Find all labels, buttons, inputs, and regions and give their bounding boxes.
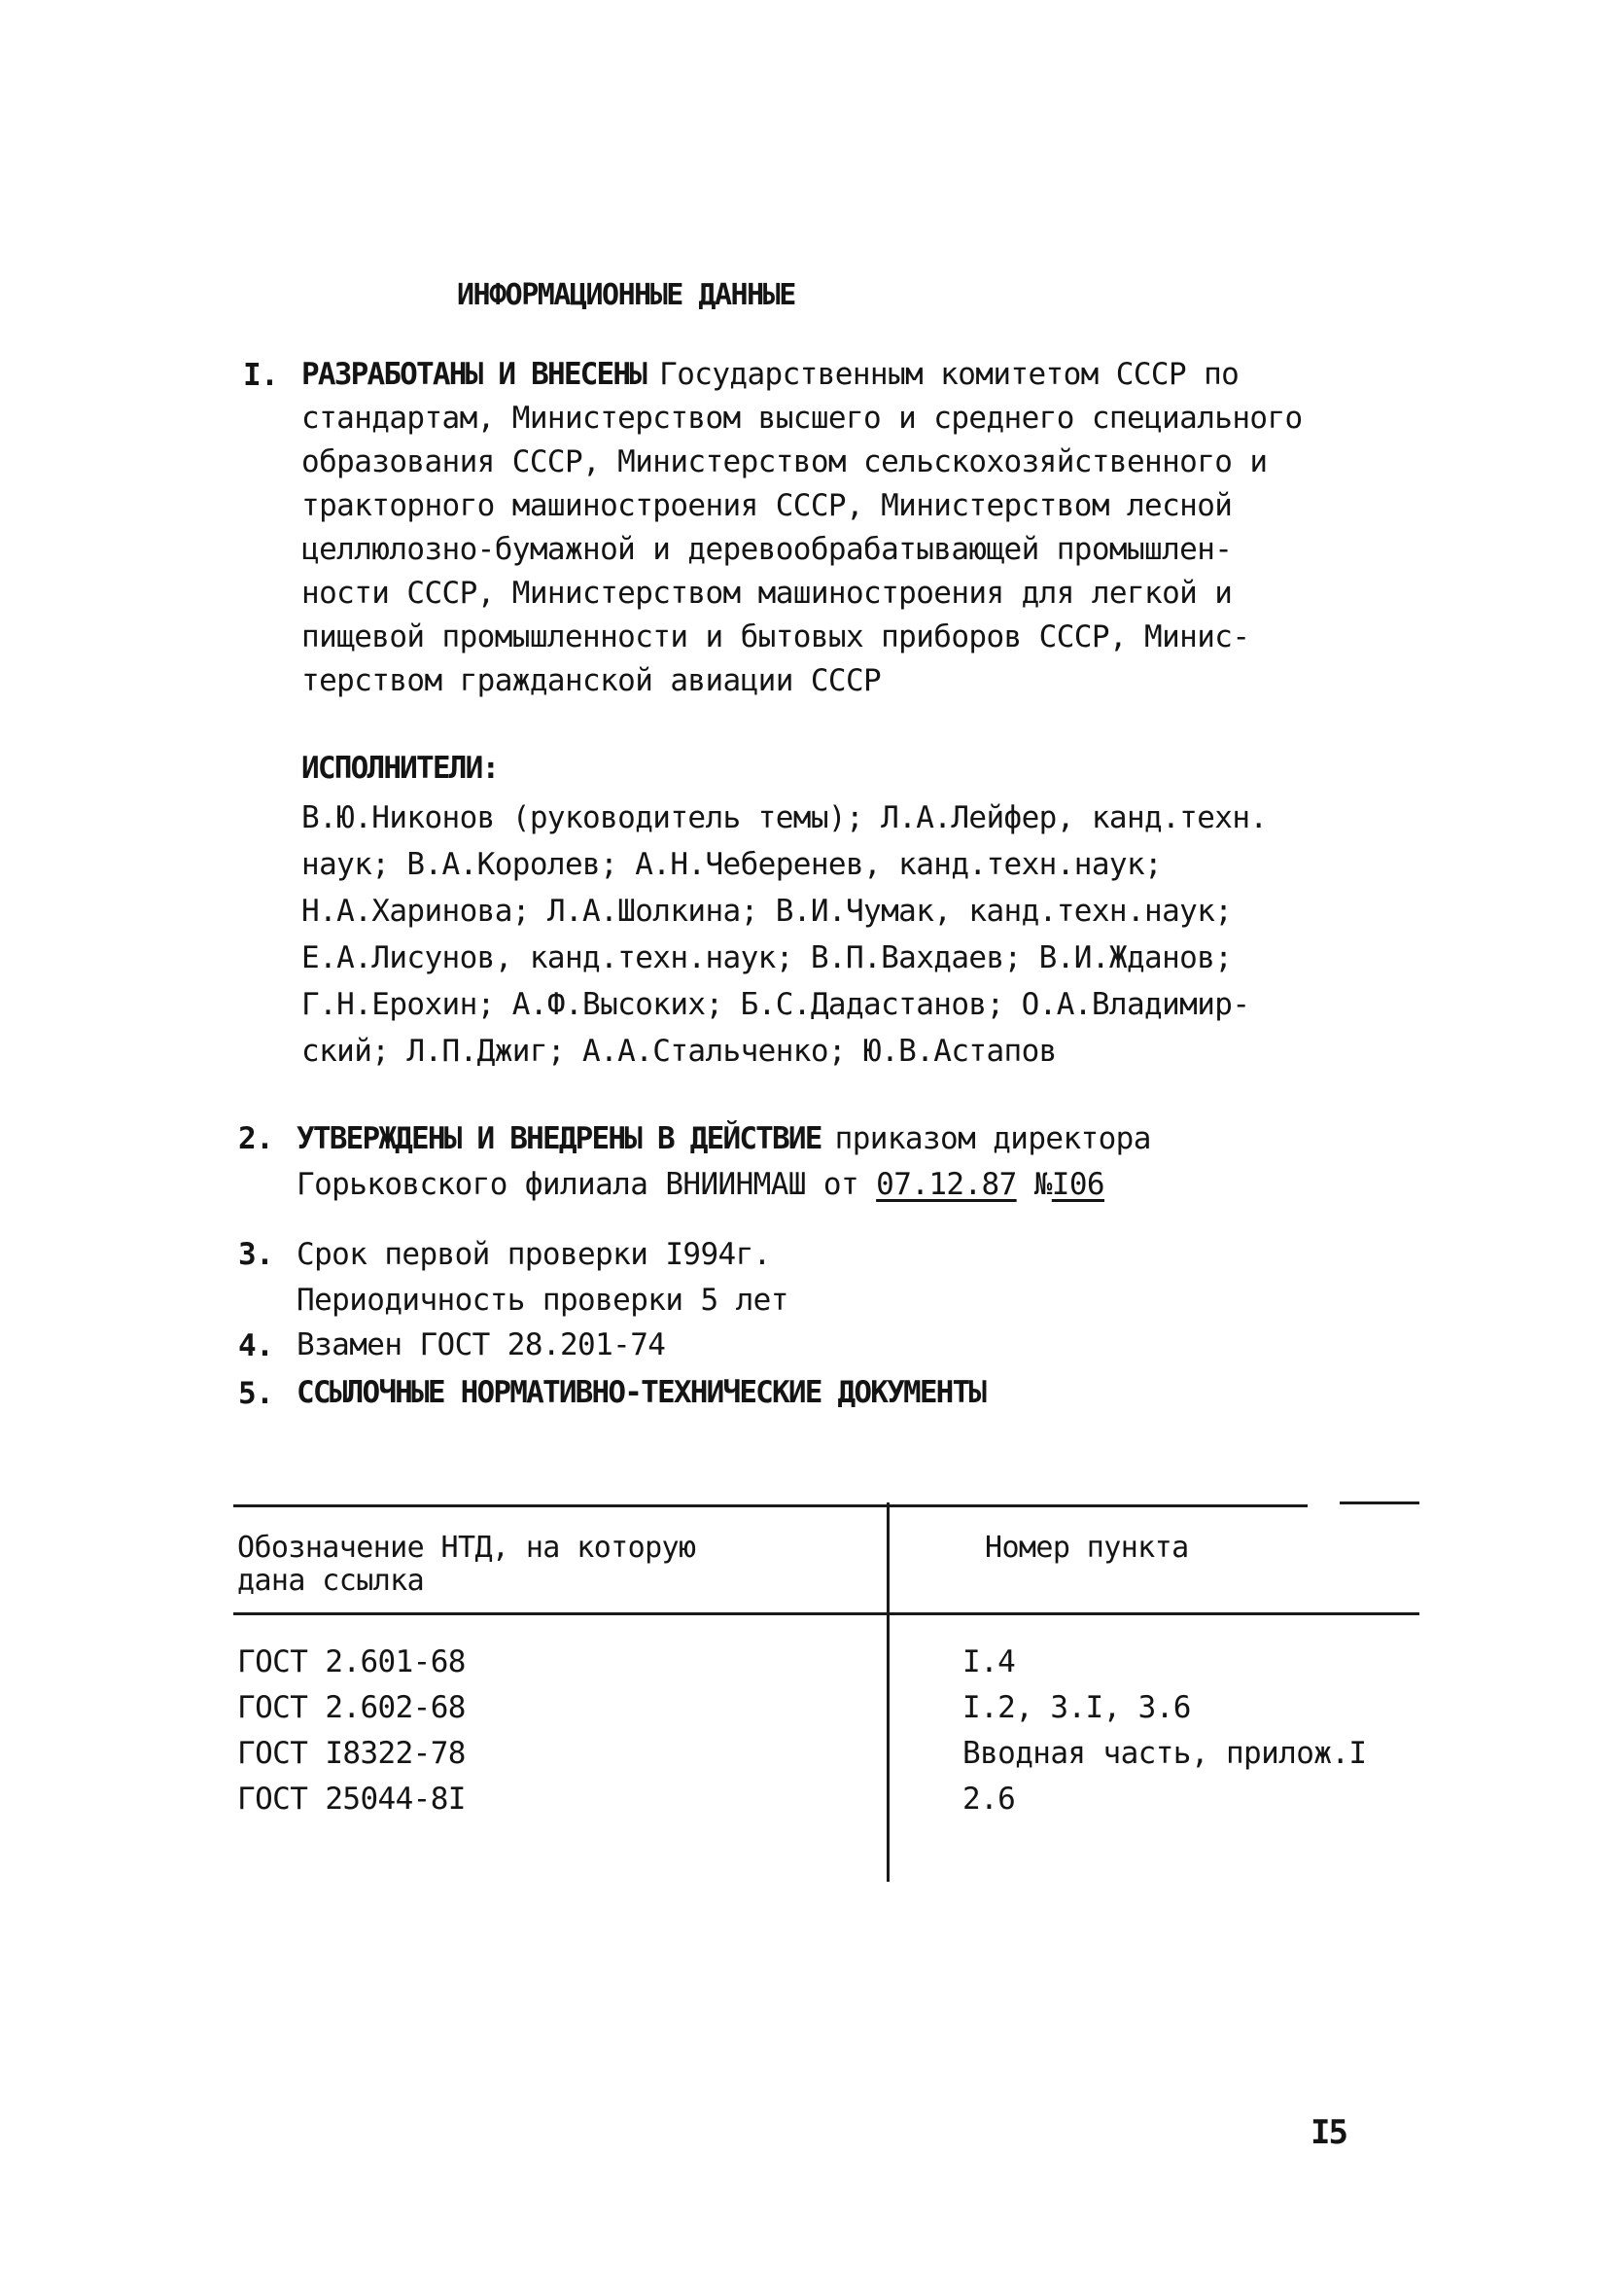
table-cell-clause: Вводная часть, прилож.I [962,1736,1367,1771]
item-4-number: 4. [238,1328,274,1363]
performers-line: наук; В.А.Королев; А.Н.Чеберенев, канд.техн.наук; [301,847,1163,882]
table-col2-header: Номер пункта [985,1531,1189,1565]
table-col1-header [237,1532,695,1598]
performers-line: ский; Л.П.Джиг; А.А.Стальченко; Ю.В.Астапов [301,1034,1057,1069]
item-2-line2-prefix: Горьковского филиала ВНИИНМАШ от [297,1167,859,1202]
item-1-line: стандартам, Министерством высшего и среднего специального [301,401,1303,436]
performers-label: ИСПОЛНИТЕЛИ: [301,751,499,786]
item-3-line: Периодичность проверки 5 лет [297,1283,788,1318]
item-2-text [297,1116,1151,1208]
item-1-line: терством гражданской авиации СССР [301,663,882,698]
item-1-line: ности СССР, Министерством машиностроения для легкой и [301,576,1233,611]
performers-list [301,795,1268,1075]
performers-line: Е.А.Лисунов, канд.техн.наук; В.П.Вахдаев; В.И.Жданов; [301,940,1233,975]
table-top-rule [233,1504,1308,1507]
item-5-text: ССЫЛОЧНЫЕ НОРМАТИВНО-ТЕХНИЧЕСКИЕ ДОКУМЕНТЫ [297,1375,986,1410]
item-4-text: Взамен ГОСТ 28.201-74 [297,1327,666,1362]
table-col2-cells [962,1640,1366,1822]
item-1-line: целлюлозно-бумажной и деревообрабатывающей промышлен- [301,532,1233,567]
item-1-line1-rest: Государственным комитетом СССР по [659,357,1240,392]
page-heading: ИНФОРМАЦИОННЫЕ ДАННЫЕ [457,278,795,312]
table-top-rule-fragment [1340,1501,1419,1504]
item-3-line: Срок первой проверки I994г. [297,1237,771,1272]
table-col1-header-line: дана ссылка [237,1564,425,1598]
table-col1-header-line: Обозначение НТД, на которую [237,1531,696,1565]
item-1-line: пищевой промышленности и бытовых приборов СССР, Минис- [301,619,1250,654]
item-1-lead: РАЗРАБОТАНЫ И ВНЕСЕНЫ [301,357,647,392]
item-2-line1-rest: приказом директора [834,1121,1151,1156]
table-cell-doc: ГОСТ 2.601-68 [237,1644,466,1679]
number-sign: № [1033,1167,1052,1202]
item-1-line-first [301,353,1303,397]
page-number: I5 [1311,2113,1346,2152]
table-cell-clause: I.4 [962,1644,1016,1679]
order-date: 07.12.87 [876,1167,1017,1202]
table-column-divider [887,1502,890,1882]
item-3-text [297,1232,788,1324]
item-1-line: образования СССР, Министерством сельскохозяйственного и [301,444,1268,479]
item-1-text [301,353,1303,703]
table-cell-clause: I.2, 3.I, 3.6 [962,1690,1191,1725]
table-col1-cells [237,1640,466,1822]
performers-line: В.Ю.Никонов (руководитель темы); Л.А.Лейфер, канд.техн. [301,800,1268,835]
performers-line: Г.Н.Ерохин; А.Ф.Высоких; Б.С.Дадастанов; О.А.Владимир- [301,987,1250,1022]
item-2-number: 2. [238,1121,274,1156]
table-cell-doc: ГОСТ I8322-78 [237,1736,466,1771]
item-2-lead: УТВЕРЖДЕНЫ И ВНЕДРЕНЫ В ДЕЙСТВИЕ [297,1121,821,1156]
order-number: I06 [1051,1167,1104,1202]
table-header-rule [233,1612,1419,1615]
performers-line: Н.А.Харинова; Л.А.Шолкина; В.И.Чумак, канд.техн.наук; [301,894,1233,929]
item-5-number: 5. [238,1376,274,1411]
item-1-number: I. [243,358,279,393]
table-cell-doc: ГОСТ 2.602-68 [237,1690,466,1725]
item-3-number: 3. [238,1237,274,1272]
table-cell-doc: ГОСТ 25044-8I [237,1782,466,1817]
table-cell-clause: 2.6 [962,1782,1016,1817]
item-2-line-second [297,1162,1151,1208]
item-2-line-first [297,1116,1151,1162]
item-1-line: тракторного машиностроения СССР, Министерством лесной [301,488,1233,523]
